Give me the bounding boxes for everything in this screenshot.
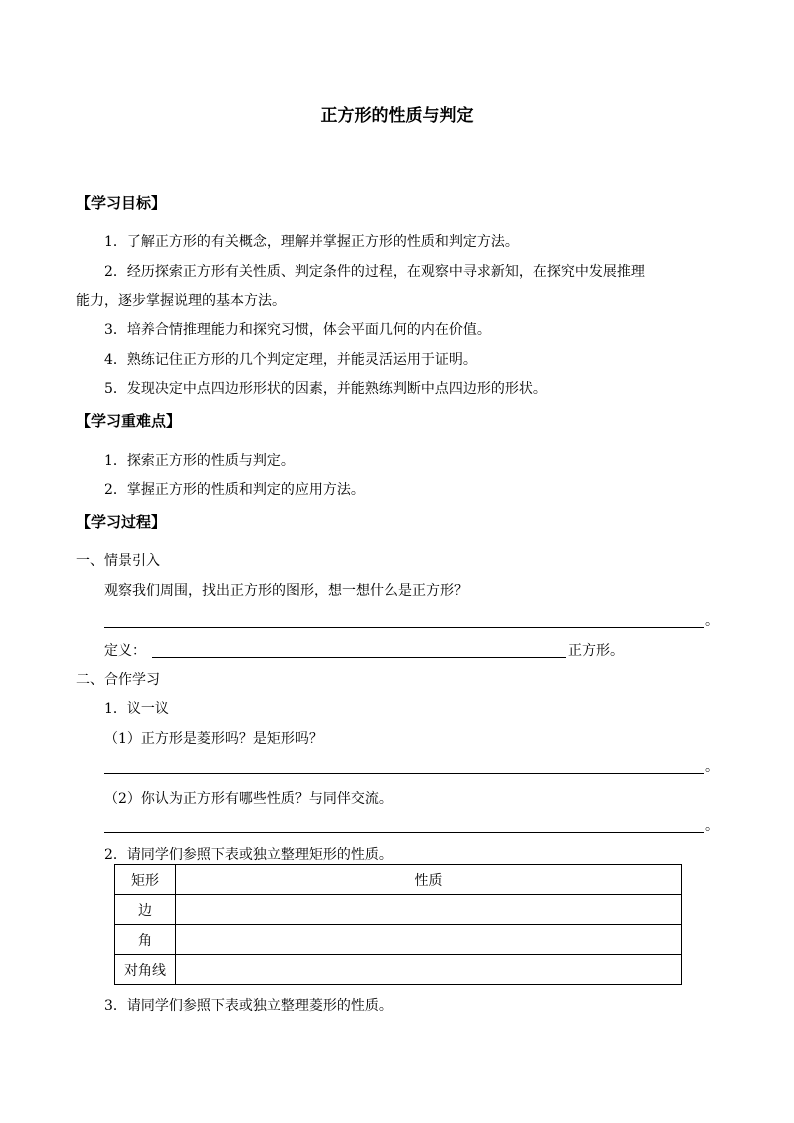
table-row	[115, 955, 682, 985]
part1-question: 观察我们周围，找出正方形的图形，想一想什么是正方形？	[104, 583, 468, 599]
part2-question-2: （2）你认为正方形有哪些性质？与同伴交流。	[104, 791, 393, 807]
section-heading-key-points: 【学习重难点】	[76, 412, 182, 430]
page-title: 正方形的性质与判定	[320, 106, 474, 126]
table-row	[115, 895, 682, 925]
objective-item-4: 4．熟练记住正方形的几个判定定理，并能灵活运用于证明。	[104, 352, 477, 368]
answer-blank-3[interactable]	[104, 832, 704, 833]
table-cell[interactable]	[176, 925, 682, 955]
part2-sub2: 2．请同学们参照下表或独立整理矩形的性质。	[104, 847, 393, 863]
definition-blank[interactable]	[152, 657, 566, 658]
objective-item-2: 2．经历探索正方形有关性质、判定条件的过程，在观察中寻求新知，在探究中发展推理	[104, 264, 645, 280]
section-heading-process: 【学习过程】	[76, 513, 167, 531]
table-header-cell: 性质	[176, 865, 682, 895]
table-cell[interactable]	[176, 895, 682, 925]
part2-question-1: （1）正方形是菱形吗？是矩形吗？	[104, 731, 323, 747]
part2-sub1: 1．议一议	[104, 701, 169, 717]
section-heading-objectives: 【学习目标】	[76, 194, 167, 212]
part2-sub3: 3．请同学们参照下表或独立整理菱形的性质。	[104, 998, 393, 1014]
table-cell[interactable]	[176, 955, 682, 985]
answer-blank-1[interactable]	[104, 627, 704, 628]
objective-item-2-continued: 能力，逐步掌握说理的基本方法。	[76, 293, 286, 309]
table-header-row	[115, 865, 682, 895]
definition-suffix: 正方形。	[568, 643, 624, 659]
definition-label: 定义：	[104, 643, 146, 659]
table-header-cell: 矩形	[115, 865, 176, 895]
answer-blank-3-period: 。	[705, 818, 719, 834]
answer-blank-2-period: 。	[705, 759, 719, 775]
key-point-item-2: 2．掌握正方形的性质和判定的应用方法。	[104, 482, 365, 498]
key-point-item-1: 1．探索正方形的性质与判定。	[104, 453, 295, 469]
answer-blank-1-period: 。	[705, 613, 719, 629]
table-row	[115, 925, 682, 955]
part1-heading: 一、情景引入	[76, 553, 160, 569]
part2-heading: 二、合作学习	[76, 672, 160, 688]
objective-item-3: 3．培养合情推理能力和探究习惯，体会平面几何的内在价值。	[104, 322, 491, 338]
objective-item-1: 1．了解正方形的有关概念，理解并掌握正方形的性质和判定方法。	[104, 234, 519, 250]
table-row-label: 边	[115, 895, 176, 925]
table-row-label: 对角线	[115, 955, 176, 985]
rectangle-properties-table	[114, 864, 682, 985]
table-row-label: 角	[115, 925, 176, 955]
answer-blank-2[interactable]	[104, 773, 704, 774]
objective-item-5: 5．发现决定中点四边形形状的因素，并能熟练判断中点四边形的形状。	[104, 381, 547, 397]
